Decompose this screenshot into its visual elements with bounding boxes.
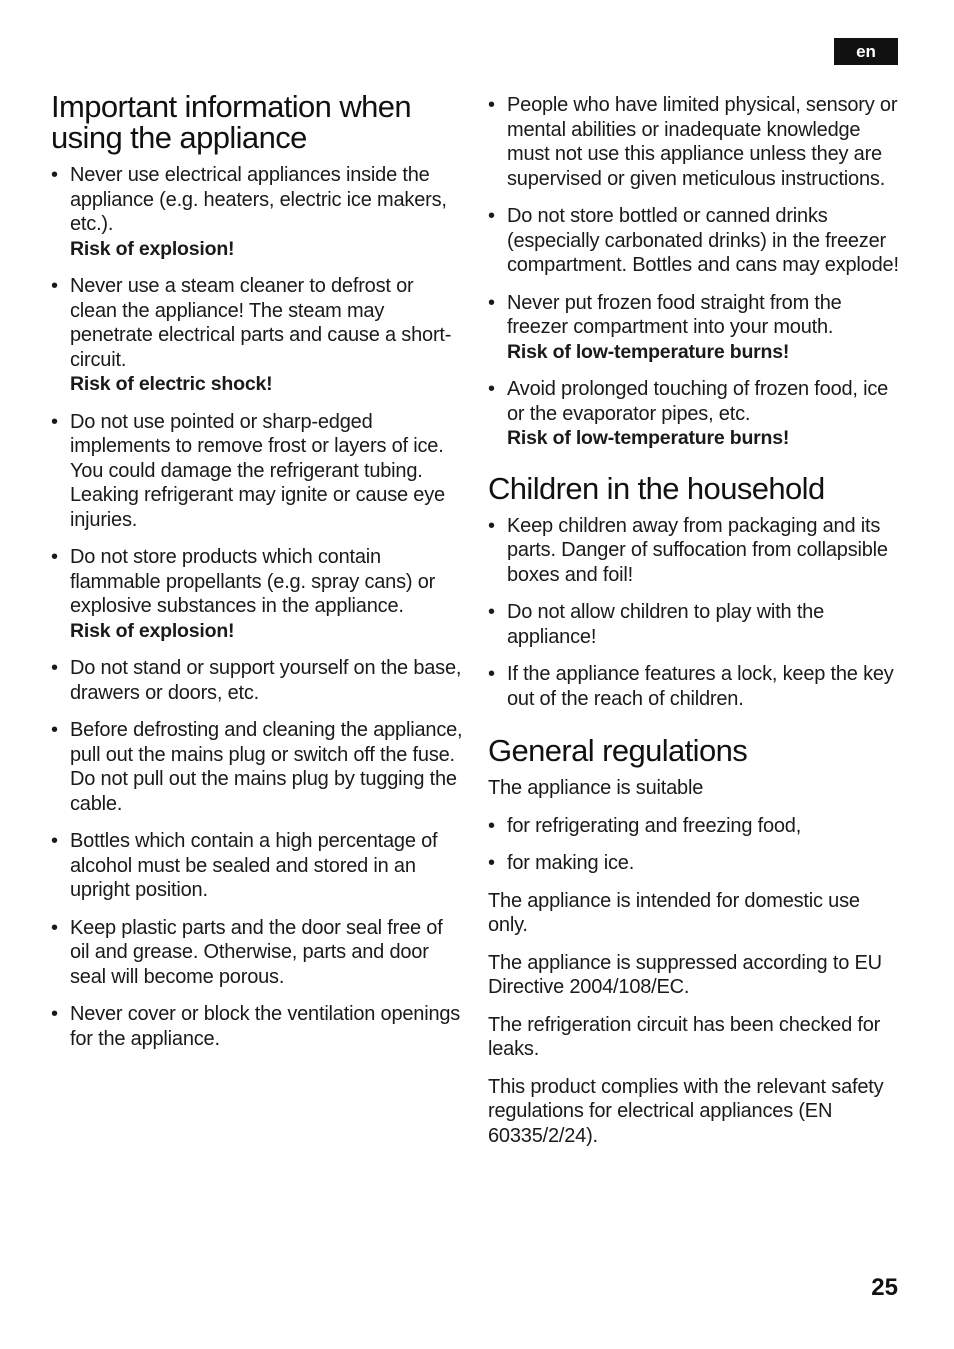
general-list [488, 814, 900, 876]
list-item: • Never cover or block the ventilation openings for the appliance. [51, 1003, 461, 1050]
section-heading-general-regulations: General regulations [488, 733, 748, 768]
list-item: • Never use electrical appliances inside the appliance (e.g. heaters, electric ice makers, etc.). Risk of explosion! [51, 163, 463, 261]
general-paragraph: The refrigeration circuit has been checked for leaks. [488, 1013, 881, 1060]
warning-text: Risk of explosion! [70, 619, 235, 642]
bullet-icon: • [488, 514, 495, 537]
general-paragraph: The appliance is intended for domestic use only. [488, 889, 860, 936]
bullet-icon: • [488, 814, 495, 837]
extra-text: You could damage the refrigerant tubing. Leaking refrigerant may ignite or cause eye injuries. [70, 459, 445, 531]
list-item: • Keep children away from packaging and its parts. Danger of suffocation from collapsible boxes and foil! [488, 514, 888, 586]
list-item: • for making ice. [488, 852, 635, 874]
left-column [51, 91, 463, 1064]
bullet-icon: • [51, 164, 58, 186]
important-info-list-continued [488, 93, 900, 451]
warning-text: Risk of explosion! [70, 237, 235, 260]
list-item: • If the appliance features a lock, keep the key out of the reach of children. [488, 663, 894, 710]
list-item: • People who have limited physical, sensory or mental abilities or inadequate knowledge must not use this appliance unless they are supervised or given meticulous instructions. [488, 94, 898, 190]
list-item: • Do not store products which contain flammable propellants (e.g. spray cans) or explosive substances in the appliance. Risk of explosion! [51, 545, 463, 643]
section-heading-important-info: Important information when using the appliance [51, 89, 412, 155]
bullet-icon: • [488, 205, 495, 227]
general-intro: The appliance is suitable [488, 777, 704, 799]
list-item: • Do not stand or support yourself on the base, drawers or doors, etc. [51, 657, 462, 704]
right-column [488, 91, 900, 1161]
list-item: • Keep plastic parts and the door seal free of oil and grease. Otherwise, parts and door seal will become porous. [51, 916, 443, 988]
bullet-icon: • [51, 719, 58, 741]
bullet-icon: • [51, 830, 58, 852]
extra-text: Do not pull out the mains plug by tugging the cable. [70, 768, 457, 815]
bullet-icon: • [51, 275, 58, 297]
warning-text: Risk of electric shock! [70, 373, 273, 395]
list-item: • Never use a steam cleaner to defrost or clean the appliance! The steam may penetrate electrical parts and cause a short-circuit. Risk of electric shock! [51, 274, 463, 397]
section-heading-children: Children in the household [488, 470, 825, 506]
list-item: • Avoid prolonged touching of frozen food, ice or the evaporator pipes, etc. Risk of low-temperature burns! [488, 377, 900, 451]
page-number: 25 [871, 1274, 898, 1301]
bullet-icon: • [51, 1003, 58, 1025]
bullet-icon: • [488, 663, 495, 685]
warning-text: Risk of low-temperature burns! [507, 427, 790, 449]
bullet-icon: • [488, 291, 495, 314]
bullet-icon: • [51, 657, 58, 679]
warning-text: Risk of low-temperature burns! [507, 340, 790, 363]
children-list [488, 514, 900, 712]
bullet-icon: • [488, 852, 495, 874]
bullet-icon: • [51, 916, 58, 939]
bullet-icon: • [488, 601, 495, 623]
list-item: • for refrigerating and freezing food, [488, 814, 802, 837]
general-paragraph: This product complies with the relevant safety regulations for electrical appliances (EN 60335/2/24). [488, 1075, 884, 1147]
list-item: • Do not use pointed or sharp-edged implements to remove frost or layers of ice. You could damage the refrigerant tubing. Leaking refrigerant may ignite or cause eye injuries. [51, 410, 463, 533]
bullet-icon: • [51, 546, 58, 568]
important-info-list [51, 163, 463, 1051]
language-tab: en [834, 38, 898, 65]
list-item: • Bottles which contain a high percentage of alcohol must be sealed and stored in an upright position. [51, 830, 438, 901]
bullet-icon: • [488, 378, 495, 400]
list-item: • Before defrosting and cleaning the appliance, pull out the mains plug or switch off the fuse. Do not pull out the mains plug by tugging the cable. [51, 719, 463, 815]
bullet-icon: • [488, 94, 495, 116]
list-item: • Do not store bottled or canned drinks (especially carbonated drinks) in the freezer compartment. Bottles and cans may explode! [488, 205, 899, 276]
bullet-icon: • [51, 410, 58, 433]
list-item: • Never put frozen food straight from the freezer compartment into your mouth. Risk of low-temperature burns! [488, 291, 900, 365]
list-item: • Do not allow children to play with the appliance! [488, 601, 825, 648]
general-paragraph: The appliance is suppressed according to EU Directive 2004/108/EC. [488, 951, 882, 998]
